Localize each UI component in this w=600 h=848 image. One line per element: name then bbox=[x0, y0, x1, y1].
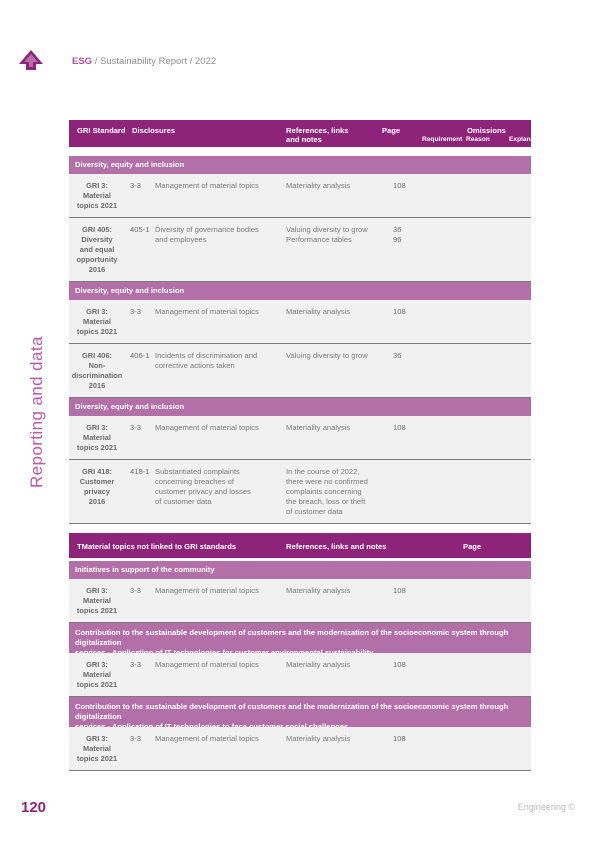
text-line: Performance tables bbox=[286, 235, 352, 244]
header-disclosures: Disclosures bbox=[132, 126, 176, 135]
gri-standard-cell bbox=[69, 423, 125, 453]
text-line: Material bbox=[83, 596, 111, 605]
text-line: privacy bbox=[84, 487, 110, 496]
header-explanation: Explanation bbox=[509, 136, 547, 143]
text-line: Management of material topics bbox=[155, 734, 259, 743]
table-row bbox=[69, 579, 531, 623]
table-row bbox=[69, 653, 531, 697]
text-line: Contribution to the sustainable development of customers and the modernization of the socioeconomic system through digitalization bbox=[75, 702, 509, 721]
header-standard: GRI Standard bbox=[77, 126, 126, 135]
header-breadcrumb bbox=[72, 56, 216, 67]
page-ref bbox=[393, 307, 406, 317]
text-line: Material bbox=[83, 191, 111, 200]
text-line: Management of material topics bbox=[155, 307, 259, 316]
text-line: Material bbox=[83, 670, 111, 679]
reference-text bbox=[286, 660, 386, 670]
page-ref bbox=[393, 225, 401, 245]
disclosure-code: 3-3 bbox=[130, 423, 141, 432]
side-section-title: Reporting and data bbox=[27, 336, 46, 488]
page-ref bbox=[393, 423, 406, 433]
disclosure-code: 406-1 bbox=[130, 351, 150, 360]
table-row bbox=[69, 727, 531, 771]
disclosure-code: 3-3 bbox=[130, 307, 141, 316]
text-line: GRI 406: bbox=[82, 351, 112, 360]
text-line: customer privacy and losses bbox=[155, 487, 251, 496]
text-line: 2016 bbox=[88, 497, 106, 506]
disclosure-code: 405-1 bbox=[130, 225, 150, 234]
text-line: there were no confirmed bbox=[286, 477, 368, 486]
text-line: 108 bbox=[393, 586, 406, 595]
text-line: 108 bbox=[393, 181, 406, 190]
reference-text bbox=[286, 467, 386, 517]
disclosure-text bbox=[155, 181, 280, 191]
text-line: Material bbox=[83, 433, 111, 442]
table-row bbox=[69, 174, 531, 218]
text-line: corrective actions taken bbox=[155, 361, 235, 370]
text-line: topics 2021 bbox=[76, 754, 118, 763]
gri-standard-cell bbox=[69, 307, 125, 337]
reference-text bbox=[286, 351, 386, 361]
text-line: Diversity of governance bodies bbox=[155, 225, 259, 234]
header-requirement: Requirement bbox=[422, 136, 463, 143]
page-ref bbox=[393, 586, 406, 596]
text-line: Initiatives in support of the community bbox=[75, 565, 215, 574]
disclosure-code: 418-1 bbox=[130, 467, 150, 476]
section-title bbox=[69, 697, 531, 727]
disclosure-text bbox=[155, 351, 280, 371]
text-line: Contribution to the sustainable development of customers and the modernization of the socioeconomic system through digitalization bbox=[75, 628, 509, 647]
text-line: discrimination bbox=[71, 371, 123, 380]
text-line: topics 2021 bbox=[76, 606, 118, 615]
reference-text bbox=[286, 586, 386, 596]
section-title: Diversity, equity and inclusion bbox=[69, 156, 531, 174]
page-ref bbox=[393, 181, 406, 191]
header-references: References, links and notes bbox=[286, 542, 387, 551]
gri-standard-cell bbox=[69, 586, 125, 616]
text-line: Management of material topics bbox=[155, 423, 259, 432]
header-reason: Reason bbox=[466, 136, 490, 143]
text-line: Materiality analysis bbox=[286, 423, 351, 432]
text-line: GRI 3: bbox=[86, 660, 108, 669]
footer-brand-text: Engineering bbox=[517, 802, 566, 812]
header-references: References, links bbox=[286, 126, 349, 135]
text-line: topics 2021 bbox=[76, 327, 118, 336]
text-line: 36 bbox=[393, 351, 402, 360]
disclosure-text bbox=[155, 660, 280, 670]
text-line: Incidents of discrimination and bbox=[155, 351, 258, 360]
text-line: the breach, loss or theft bbox=[286, 497, 366, 506]
page-ref bbox=[393, 734, 406, 744]
reference-text bbox=[286, 181, 386, 191]
text-line: GRI 405: bbox=[82, 225, 112, 234]
disclosure-code: 3-3 bbox=[130, 660, 141, 669]
header-topic-title: TMaterial topics not linked to GRI standards bbox=[77, 542, 237, 551]
text-line: opportunity bbox=[76, 255, 118, 264]
header-page: Page bbox=[382, 126, 401, 135]
text-line: Materiality analysis bbox=[286, 307, 351, 316]
engineering-logo-icon bbox=[19, 50, 43, 70]
text-line: complaints concerning bbox=[286, 487, 362, 496]
copyright-icon: © bbox=[568, 802, 575, 812]
text-line: GRI 418: bbox=[82, 467, 112, 476]
table-row bbox=[69, 416, 531, 460]
gri-standard-cell bbox=[69, 734, 125, 764]
text-line: 2016 bbox=[88, 381, 106, 390]
table-row bbox=[69, 460, 531, 524]
text-line: Materiality analysis bbox=[286, 181, 351, 190]
text-line: 36 bbox=[393, 225, 402, 234]
table-header bbox=[69, 120, 547, 147]
disclosure-text bbox=[155, 586, 280, 596]
text-line: GRI 3: bbox=[86, 734, 108, 743]
text-line: GRI 3: bbox=[86, 586, 108, 595]
disclosure-code: 3-3 bbox=[130, 181, 141, 190]
text-line: GRI 3: bbox=[86, 307, 108, 316]
text-line: of customer data bbox=[155, 497, 212, 506]
text-line: Management of material topics bbox=[155, 660, 259, 669]
disclosure-text bbox=[155, 423, 280, 433]
text-line: GRI 3: bbox=[86, 423, 108, 432]
header-references-line2: and notes bbox=[286, 135, 322, 144]
table-row bbox=[69, 300, 531, 344]
text-line: 96 bbox=[393, 235, 402, 244]
gri-standard-cell bbox=[69, 660, 125, 690]
disclosure-text bbox=[155, 225, 280, 245]
text-line: Valuing diversity to grow bbox=[286, 225, 368, 234]
text-line: 2016 bbox=[88, 265, 106, 274]
reference-text bbox=[286, 734, 386, 744]
text-line: Management of material topics bbox=[155, 181, 259, 190]
text-line: In the course of 2022, bbox=[286, 467, 360, 476]
section-title bbox=[69, 623, 531, 653]
text-line: topics 2021 bbox=[76, 443, 118, 452]
header-path: / Sustainability Report / 2022 bbox=[92, 56, 217, 67]
reference-text bbox=[286, 225, 386, 245]
gri-standard-cell bbox=[69, 225, 125, 275]
footer-brand bbox=[518, 802, 575, 812]
text-line: 108 bbox=[393, 660, 406, 669]
gri-standard-cell bbox=[69, 351, 125, 391]
disclosure-code: 3-3 bbox=[130, 734, 141, 743]
gri-content-table bbox=[69, 120, 547, 524]
table-row bbox=[69, 218, 531, 282]
text-line: Substantiated complaints bbox=[155, 467, 240, 476]
text-line: Material bbox=[83, 317, 111, 326]
gri-standard-cell bbox=[69, 181, 125, 211]
section-title bbox=[69, 561, 531, 579]
section-title: Diversity, equity and inclusion bbox=[69, 282, 531, 300]
disclosure-text bbox=[155, 734, 280, 744]
text-line: GRI 3: bbox=[86, 181, 108, 190]
text-line: Management of material topics bbox=[155, 586, 259, 595]
page-ref bbox=[393, 660, 406, 670]
text-line: topics 2021 bbox=[76, 201, 118, 210]
disclosure-text bbox=[155, 307, 280, 317]
disclosure-code: 3-3 bbox=[130, 586, 141, 595]
reference-text bbox=[286, 423, 386, 433]
text-line: 108 bbox=[393, 734, 406, 743]
text-line: Material bbox=[83, 744, 111, 753]
text-line: and employees bbox=[155, 235, 207, 244]
page-ref bbox=[393, 351, 401, 361]
text-line: Materiality analysis bbox=[286, 660, 351, 669]
header-omissions: Omissions bbox=[467, 126, 506, 135]
text-line: Valuing diversity to grow bbox=[286, 351, 368, 360]
header-brand: ESG bbox=[72, 56, 93, 67]
text-line: 108 bbox=[393, 423, 406, 432]
text-line: Diversity bbox=[81, 235, 113, 244]
material-topics-table bbox=[69, 533, 531, 771]
table-header bbox=[69, 533, 531, 558]
header-page: Page bbox=[463, 542, 482, 551]
page-number: 120 bbox=[21, 799, 47, 816]
reference-text bbox=[286, 307, 386, 317]
gri-standard-cell bbox=[69, 467, 125, 507]
disclosure-text bbox=[155, 467, 280, 507]
text-line: Customer bbox=[79, 477, 115, 486]
text-line: Non- bbox=[88, 361, 106, 370]
text-line: topics 2021 bbox=[76, 680, 118, 689]
text-line: concerning breaches of bbox=[155, 477, 234, 486]
text-line: Materiality analysis bbox=[286, 734, 351, 743]
table-row bbox=[69, 344, 531, 398]
text-line: of customer data bbox=[286, 507, 343, 516]
text-line: Materiality analysis bbox=[286, 586, 351, 595]
section-title: Diversity, equity and inclusion bbox=[69, 398, 531, 416]
text-line: and equal bbox=[79, 245, 115, 254]
text-line: 108 bbox=[393, 307, 406, 316]
